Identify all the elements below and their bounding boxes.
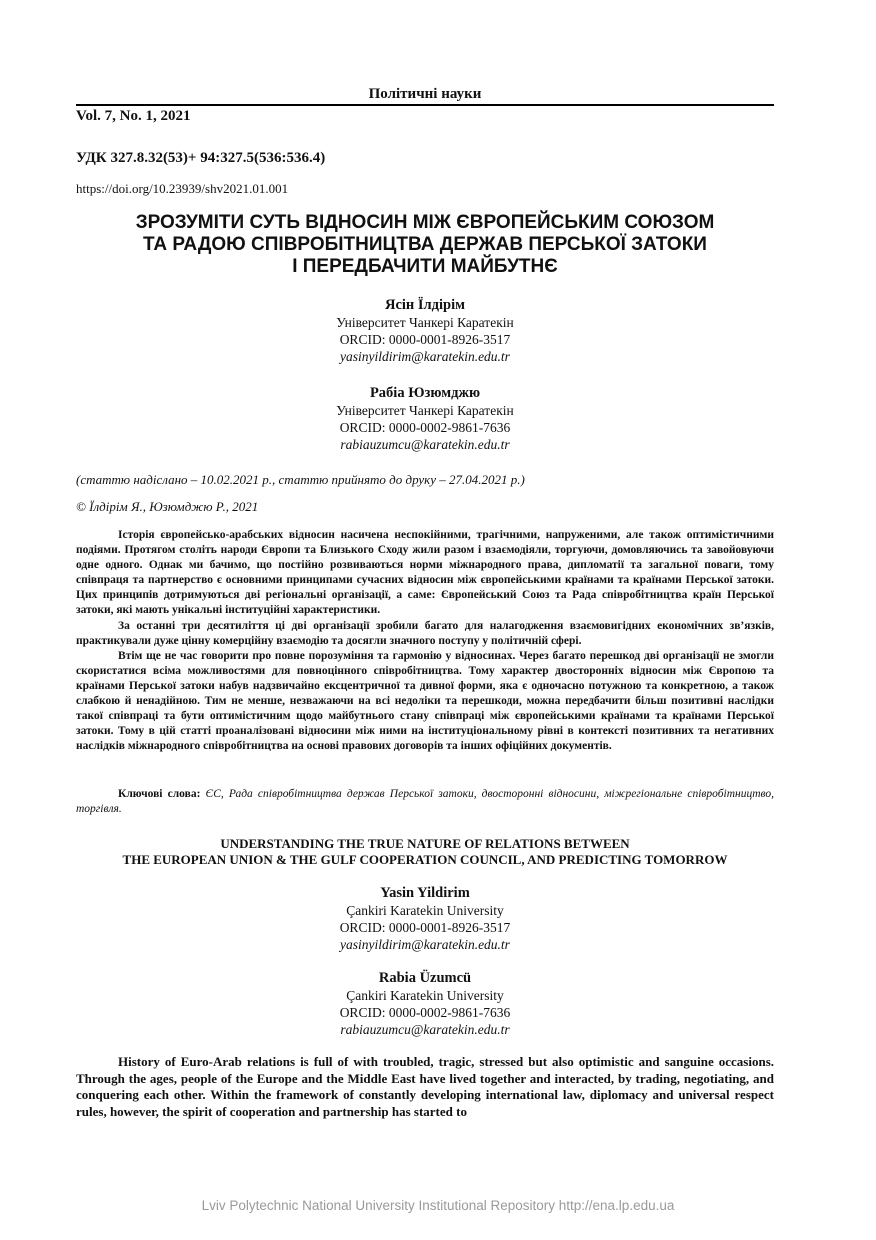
- author-email[interactable]: yasinyildirim@karatekin.edu.tr: [340, 937, 510, 952]
- keywords-text: ЄС, Рада співробітництва держав Перської затоки, двосторонні відносини, міжрегіональне співробітництво, торгівля.: [76, 788, 774, 816]
- title-ukrainian: [76, 212, 774, 278]
- author-block-ua-2: [76, 385, 774, 453]
- title-english: [76, 836, 774, 868]
- author-block-en-2: [76, 970, 774, 1038]
- author-email[interactable]: yasinyildirim@karatekin.edu.tr: [340, 349, 510, 364]
- abstract-paragraph: За останні три десятиліття ці дві організації зробили багато для налагодження взаємовигідних економічних зв’язків, практикували дуже цінну комерційну взаємодію та досягли значного поступу у політичній сфері.: [76, 619, 774, 647]
- keywords-label: Ключові слова: [118, 788, 197, 800]
- title-en-line: UNDERSTANDING THE TRUE NATURE OF RELATIONS BETWEEN: [220, 836, 630, 851]
- volume-label: Vol. 7, No. 1, 2021: [76, 108, 191, 124]
- abstract-paragraph: Історія європейсько-арабських відносин насичена неспокійними, трагічними, напруженими, але також оптимістичними подіями. Протягом століть народи Європи та Близького Сходу жили разом і взаємодіяли, торгуючи, домовляючись та завойовуючи одне одного. Однак ми бачимо, що постійно розвиваються норми міжнародного права, дипломатії та загальної поваги, тому співпраця та партнерство є основними принципами сучасних відносин між європейськими країнами та країнами Перської затоки. Цих принципів дотримуються дві регіональні організації, а саме: Європейський Союз та Рада співробітництва країн Перської затоки, які мають унікальні інституційні характеристики.: [76, 529, 774, 617]
- author-orcid: ORCID: 0000-0001-8926-3517: [339, 332, 511, 347]
- abstract-ukrainian: [76, 528, 774, 754]
- author-orcid: ORCID: 0000-0001-8926-3517: [339, 920, 511, 935]
- title-ua-line: ТА РАДОЮ СПІВРОБІТНИЦТВА ДЕРЖАВ ПЕРСЬКОЇ ЗАТОКИ: [143, 234, 707, 255]
- author-name: Ясін Їлдірім: [384, 297, 466, 313]
- doi-link[interactable]: https://doi.org/10.23939/shv2021.01.001: [76, 181, 289, 196]
- author-affiliation: Çankiri Karatekin University: [346, 988, 504, 1003]
- author-name: Рабіа Юзюмджю: [369, 385, 481, 401]
- copyright-line: © Їлдірім Я., Юзюмджю Р., 2021: [76, 499, 259, 514]
- author-email[interactable]: rabiauzumcu@karatekin.edu.tr: [340, 1022, 510, 1037]
- author-email[interactable]: rabiauzumcu@karatekin.edu.tr: [340, 437, 510, 452]
- author-affiliation: Çankiri Karatekin University: [346, 903, 504, 918]
- abstract-paragraph: History of Euro-Arab relations is full of with troubled, tragic, stressed but also optimistic and sanguine occasions. Through the ages, people of the Europe and the Middle East have lived together and interacted, by trading, negotiating, and conquering each other. Within the framework of constantly developing international law, diplomacy and universal respect rules, however, the spirit of cooperation and partnership has started to: [76, 1054, 774, 1119]
- running-head: Політичні науки: [368, 86, 482, 102]
- abstract-english: [76, 1054, 774, 1120]
- author-name: Rabia Üzumcü: [378, 970, 472, 986]
- author-orcid: ORCID: 0000-0002-9861-7636: [339, 1005, 511, 1020]
- title-ua-line: ЗРОЗУМІТИ СУТЬ ВІДНОСИН МІЖ ЄВРОПЕЙСЬКИМ СОЮЗОМ: [135, 212, 715, 233]
- title-en-line: THE EUROPEAN UNION & THE GULF COOPERATION COUNCIL, AND PREDICTING TOMORROW: [122, 852, 728, 867]
- author-block-en-1: [76, 885, 774, 953]
- author-block-ua-1: [76, 297, 774, 365]
- author-name: Yasin Yildirim: [380, 885, 470, 901]
- keywords-ukrainian: Ключові слова: ЄС, Рада співробітництва держав Перської затоки, двосторонні відносини, міжрегіональне співробітництво, торгівля.: [76, 788, 774, 816]
- author-affiliation: Університет Чанкері Каратекін: [336, 403, 514, 418]
- author-orcid: ORCID: 0000-0002-9861-7636: [339, 420, 511, 435]
- header-rule: [76, 104, 774, 106]
- abstract-paragraph: Втім ще не час говорити про повне порозуміння та гармонію у відносинах. Через багато перешкод дві організації не змогли скористатися всіма можливостями для повноцінного співробітництва. Тому характер двосторонніх відносин між Європою та країнами Перської затоки набув надзвичайно ексцентричної та дивної форми, яка є одночасно потужною та конкретною, а також слабкою й ненадійною. Тим не менше, незважаючи на всі недоліки та перешкоди, можна передбачити більш позитивні наслідки такої співпраці та бути оптимістичним щодо майбутнього стану співпраці між європейськими країнами та країнами Перської затоки. Тому в цій статті проаналізовані відносини між ними на інституціональному рівні в контексті позитивних та негативних наслідків міжнародного співробітництва на основі правових договорів та інших офіційних документів.: [76, 649, 774, 753]
- repository-footer: Lviv Polytechnic National University Institutional Repository http://ena.lp.edu.ua: [201, 1198, 675, 1213]
- title-ua-line: І ПЕРЕДБАЧИТИ МАЙБУТНЄ: [292, 256, 558, 277]
- author-affiliation: Університет Чанкері Каратекін: [336, 315, 514, 330]
- udc-code: УДК 327.8.32(53)+ 94:327.5(536:536.4): [76, 150, 326, 166]
- submission-dates: (статтю надіслано – 10.02.2021 р., статтю прийнято до друку – 27.04.2021 р.): [76, 472, 525, 487]
